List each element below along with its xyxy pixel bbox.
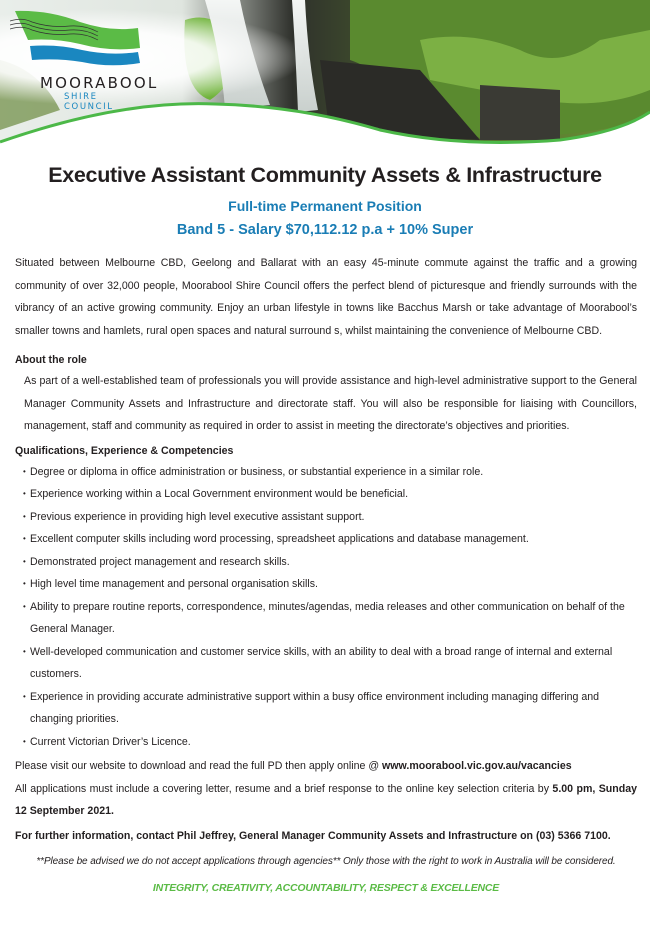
qualifications-heading: Qualifications, Experience & Competencies: [15, 444, 234, 457]
list-item: • Demonstrated project management and research skills.: [15, 551, 637, 574]
salary-line: Band 5 - Salary $70,112.12 p.a + 10% Super: [176, 222, 474, 238]
vacancies-link[interactable]: www.moorabool.vic.gov.au/vacancies: [382, 760, 572, 772]
job-title: Executive Assistant Community Assets & Infrastructure: [48, 163, 602, 187]
list-item: • High level time management and personal organisation skills.: [15, 573, 637, 596]
list-item: • Experience in providing accurate administrative support within a busy office environment including managing differing and changing priorities.: [15, 686, 637, 731]
bullet-icon: •: [23, 511, 26, 521]
bullet-icon: •: [23, 556, 26, 566]
list-item: • Current Victorian Driver’s Licence.: [15, 731, 637, 754]
list-item: • Experience working within a Local Government environment would be beneficial.: [15, 483, 637, 506]
about-heading: About the role: [15, 354, 87, 366]
list-item: • Well-developed communication and customer service skills, with an ability to deal with a broad range of internal and external customers.: [15, 641, 637, 686]
bullet-icon: •: [23, 691, 26, 701]
council-values: INTEGRITY, CREATIVITY, ACCOUNTABILITY, RESPECT & EXCELLENCE: [152, 881, 500, 894]
apply-paragraph: Please visit our website to download and read the full PD then apply online @ www.moorabool.vic.gov.au/vacancies: [15, 760, 572, 772]
qualifications-list: [15, 461, 637, 754]
logo-subtitle: SHIRE COUNCIL: [64, 92, 114, 112]
list-item: • Excellent computer skills including word processing, spreadsheet applications and database management.: [15, 528, 637, 551]
logo-wordmark: MOORABOOL: [40, 74, 159, 92]
bullet-icon: •: [23, 646, 26, 656]
contact-paragraph: For further information, contact Phil Jeffrey, General Manager Community Assets and Infrastructure on (03) 5366 7100.: [15, 829, 611, 842]
agency-notice: **Please be advised we do not accept applications through agencies** Only those with the right to work in Australia will be considered.: [36, 856, 616, 867]
council-logo: [10, 8, 159, 112]
bullet-icon: •: [23, 579, 26, 588]
list-item: • Ability to prepare routine reports, correspondence, minutes/agendas, media releases and other communication on behalf of the General Manager.: [15, 596, 637, 641]
bullet-icon: •: [23, 466, 26, 476]
about-paragraph: As part of a well-established team of professionals you will provide assistance and high-level administrative support to the General Manager Community Assets and Infrastructure and directorate staff. You will also be responsible for liaising with Councillors, management, staff and community as required in order to assist in meeting the directorate’s objectives and priorities.: [24, 375, 637, 432]
job-description: [15, 252, 637, 899]
bullet-icon: •: [23, 489, 26, 498]
position-type: Full-time Permanent Position: [228, 198, 422, 214]
bullet-icon: •: [23, 601, 26, 611]
header-banner: [0, 0, 650, 150]
flag-logo-icon: [10, 8, 150, 72]
list-item: • Degree or diploma in office administration or business, or substantial experience in a similar role.: [15, 461, 637, 484]
bullet-icon: •: [23, 534, 26, 543]
list-item: • Previous experience in providing high level executive assistant support.: [15, 506, 637, 529]
intro-paragraph: Situated between Melbourne CBD, Geelong and Ballarat with an easy 45-minute commute against the traffic and a growing community of over 32,000 people, Moorabool Shire Council offers the perfect blend of picturesque and friendly surrounds with the vibrancy of an active growing community. Enjoy an urban lifestyle in towns like Bacchus Marsh or take advantage of Moorabool’s smaller towns and hamlets, rural open spaces and natural surround s, whilst maintaining the convenience of Melbourne CBD.: [15, 257, 637, 337]
deadline-paragraph: All applications must include a covering letter, resume and a brief response to the online key selection criteria by 5.00 pm, Sunday 12 September 2021.: [15, 782, 637, 817]
deadline-date: 5.00 pm, Sunday 12 September 2021.: [15, 782, 637, 817]
bullet-icon: •: [23, 736, 26, 746]
